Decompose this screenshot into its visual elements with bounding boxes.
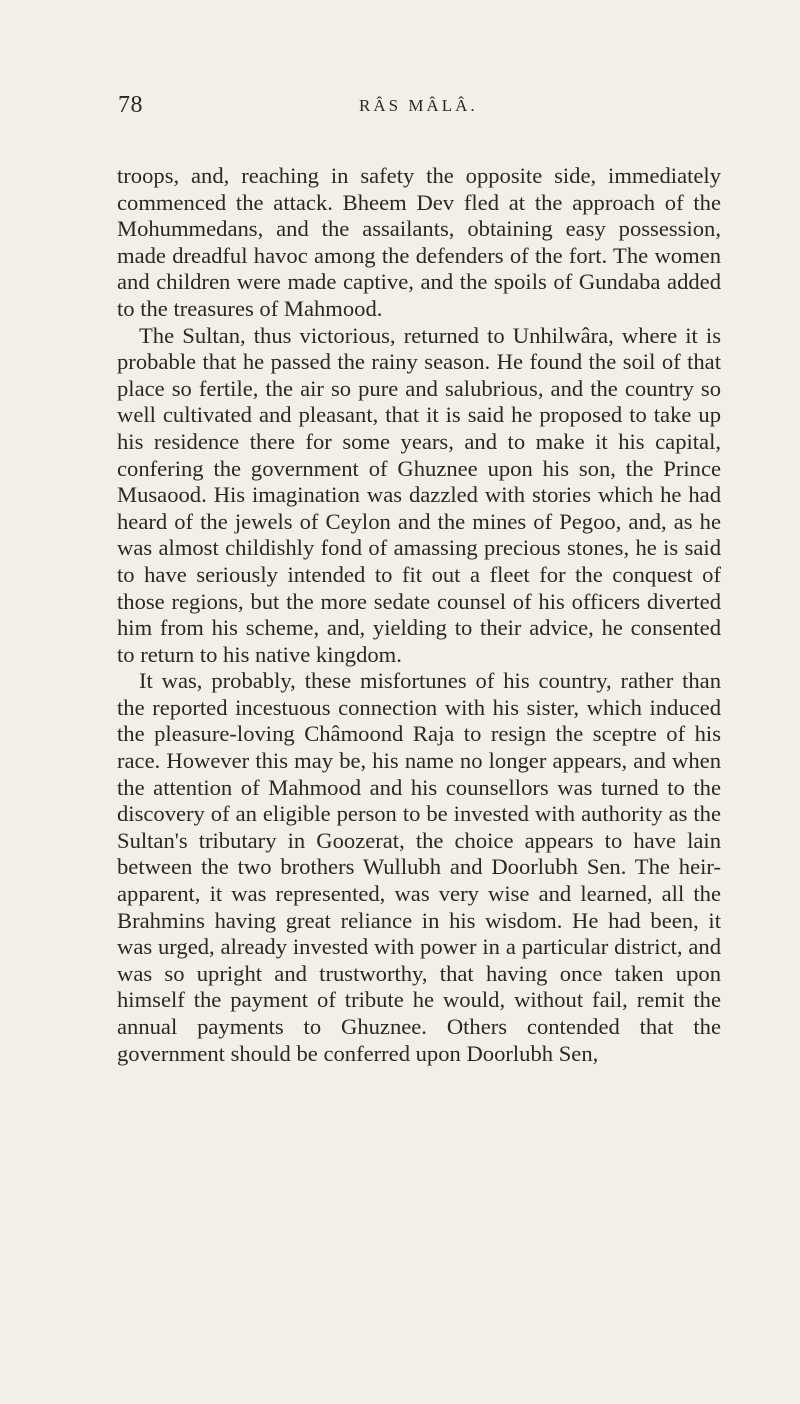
page-header xyxy=(118,92,718,132)
paragraph-3: It was, probably, these misfortunes of his country, rather than the reported incestuous connection with his sister, which induced the pleasure-loving Châmoond Raja to resign the sceptre of his race. However this may be, his name no longer appears, and when the attention of Mahmood and his counsellors was turned to the discovery of an eligible person to be invested with authority as the Sultan's tributary in Goozerat, the choice appears to have lain between the two brothers Wullubh and Doorlubh Sen. The heir-apparent, it was represented, was very wise and learned, all the Brahmins having great reliance in his wisdom. He had been, it was urged, already invested with power in a particular district, and was so upright and trustworthy, that having once taken upon himself the payment of tribute he would, without fail, remit the annual payments to Ghuznee. Others contended that the government should be conferred upon Doorlubh Sen, xyxy=(117,668,721,1066)
paragraph-2: The Sultan, thus victorious, returned to Unhilwâra, where it is probable that he passed the rainy season. He found the soil of that place so fertile, the air so pure and salubrious, and the country so well cultivated and pleasant, that it is said he proposed to take up his residence there for some years, and to make it his capital, confering the government of Ghuznee upon his son, the Prince Musaood. His imagination was dazzled with stories which he had heard of the jewels of Ceylon and the mines of Pegoo, and, as he was almost childishly fond of amassing precious stones, he is said to have seriously intended to fit out a fleet for the conquest of those regions, but the more sedate counsel of his officers diverted him from his scheme, and, yielding to their advice, he consented to return to his native kingdom. xyxy=(117,322,721,667)
body-text xyxy=(117,163,721,1067)
paragraph-1: troops, and, reaching in safety the opposite side, immediately commenced the attack. Bheem Dev fled at the approach of the Mohummedans, and the assailants, obtaining easy possession, made dreadful havoc among the defenders of the fort. The women and children were made captive, and the spoils of Gundaba added to the treasures of Mahmood. xyxy=(117,163,721,321)
running-head: RÂS MÂLÂ. xyxy=(359,96,478,115)
page-number: 78 xyxy=(118,92,143,118)
